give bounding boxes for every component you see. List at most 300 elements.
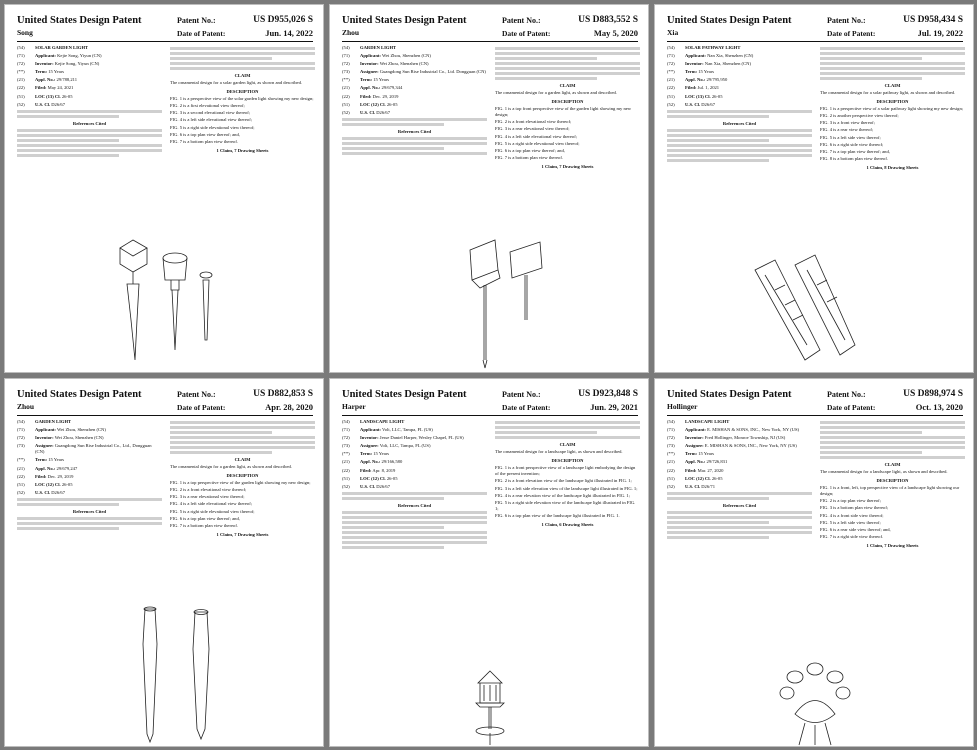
field-code: (72) (667, 61, 675, 67)
field-label: Filed: (685, 467, 697, 473)
field-value (35, 53, 162, 59)
references-heading: References Cited (397, 502, 432, 508)
biblio-field (17, 482, 162, 488)
patent-page (654, 378, 974, 747)
right-column (495, 419, 640, 528)
field-text: 15 Years (48, 457, 65, 463)
field-text: 15 Years (48, 69, 65, 75)
field-code: (22) (667, 85, 675, 91)
patent-number: US D955,026 S (253, 15, 313, 25)
patent-header (17, 389, 313, 416)
claims-sheets: 1 Claim, 7 Drawing Sheets (216, 531, 269, 537)
figure-description: FIG. 7 is a bottom plan view thereof. (495, 154, 564, 160)
product-title: SOLAR GARDEN LIGHT (35, 45, 89, 50)
description-heading: DESCRIPTION (226, 89, 259, 95)
biblio-field (342, 85, 487, 91)
references-heading: References Cited (397, 128, 432, 134)
field-value (35, 427, 162, 433)
figure-description: FIG. 5 is a right side elevational view thereof; (495, 140, 580, 146)
field-value (685, 53, 812, 59)
claim-heading: CLAIM (884, 461, 901, 467)
field-label: U.S. Cl. (35, 101, 51, 107)
field-text: D26/67 (51, 101, 65, 107)
field-label: Applicant: (685, 427, 706, 433)
claim-heading: CLAIM (234, 456, 251, 462)
figure-description: FIG. 6 is a top plan view thereof; and, (170, 515, 240, 521)
figure-description: FIG. 4 is a rear view thereof; (820, 127, 874, 133)
field-label: Filed: (35, 473, 47, 479)
patent-number: US D898,974 S (903, 389, 963, 399)
inventor-name: Song (17, 28, 33, 37)
field-value (685, 94, 812, 100)
patent-header (667, 15, 963, 42)
patent-type: United States Design Patent (667, 15, 792, 26)
field-code: (51) (17, 481, 25, 487)
biblio-field (342, 451, 487, 457)
figure-description: FIG. 4 is a rear elevation view of the landscape light illustrated in FIG. 1; (495, 492, 630, 498)
figure-description: FIG. 4 is a front side view thereof; (820, 512, 884, 518)
biblio-field (17, 77, 162, 83)
field-value (35, 457, 162, 463)
field-text: Jesse Daniel Harper, Wesley Chapel, FL (US) (379, 435, 464, 441)
claim-text: The ornamental design for a garden light, as shown and described. (495, 89, 617, 95)
field-value (360, 85, 487, 91)
field-code: (72) (342, 435, 350, 441)
biblio-field (17, 490, 162, 496)
field-text: 15 Years (373, 77, 390, 83)
field-label: Filed: (35, 85, 47, 91)
biblio-field (667, 61, 812, 67)
patent-number: US D882,853 S (253, 389, 313, 399)
description-list (495, 106, 640, 161)
field-label: Inventor: (35, 61, 54, 67)
biblio-field (17, 61, 162, 67)
figure-description: FIG. 2 is a top plan view thereof; (820, 498, 881, 504)
figure-description: FIG. 7 is a right side view thereof. (820, 533, 884, 539)
field-label: LOC (13) Cl. (685, 93, 711, 99)
product-title: SOLAR PATHWAY LIGHT (685, 45, 741, 50)
field-value (360, 94, 487, 100)
left-column: (54) LANDSCAPE LIGHT (71) Applicant: Volt, LLC, Tampa, FL (US) (72) Inventor: Jesse Daniel Harper, Wesley Chapel, FL (US) (73) Assignee: Volt, LLC, Tampa, FL (US) (**) Term: 15 Years (21) Appl. No.: 29/166,580 (22) Filed: Apr. 8, 2019 (51) LOC (12) Cl. 26-05 (52) U.S. Cl. D26/67 References Cited (342, 419, 487, 551)
left-column: (54) GARDEN LIGHT (71) Applicant: Wei Zhou, Shenzhen (CN) (72) Inventor: Wei Zhou, Shenzhen (CN) (73) Assignee: Guangdong Sun Rise Industrial Co., Ltd. Dongguan (CN) (**) Term: 15 Years (21) Appl. No.: 29/679,344 (22) Filed: Dec. 29, 2019 (51) LOC (12) Cl. 26-05 (52) U.S. Cl. D26/67 References Cited (342, 45, 487, 157)
inventor-name: Hollinger (667, 402, 698, 411)
biblio-field (667, 468, 812, 474)
figure-description: FIG. 1 is a perspective view of the solar garden light showing my new design; (170, 96, 314, 102)
claim-text: The ornamental design for a solar pathway light, as shown and described. (820, 89, 956, 95)
figure-description: FIG. 3 is a front view thereof; (820, 120, 875, 126)
patent-header (342, 389, 638, 416)
field-code: (72) (17, 435, 25, 441)
field-text: Wei Zhou, Shenzhen (CN) (379, 61, 429, 67)
field-label: Assignee: (360, 443, 379, 449)
field-value (35, 482, 162, 488)
field-value (35, 94, 162, 100)
field-label: Applicant: (685, 53, 706, 59)
description-list (820, 106, 965, 162)
claim-text: The ornamental design for a landscape light, as shown and described. (495, 449, 623, 455)
biblio-field (17, 435, 162, 441)
field-value (360, 451, 487, 457)
left-column: (54) GARDEN LIGHT (71) Applicant: Wei Zhou, Shenzhen (CN) (72) Inventor: Wei Zhou, Shenzhen (CN) (73) Assignee: Guangdong Sun Rise Industrial Co., Ltd., Dongguan (CN) (**) Term: 15 Years (21) Appl. No.: 29/679,247 (22) Filed: Dec. 29, 2019 (51) LOC (12) Cl. 26-05 (52) U.S. Cl. D26/67 References Cited (17, 419, 162, 532)
figure-description: FIG. 3 is a bottom plan view thereof; (820, 505, 889, 511)
figure-description: FIG. 8 is a bottom plan view thereof. (820, 155, 889, 161)
biblio-field (17, 427, 162, 433)
patent-type: United States Design Patent (17, 15, 142, 26)
biblio-field (667, 451, 812, 457)
field-text: Kejie Song, Yiyun (CN) (57, 53, 102, 59)
figure-description: FIG. 1 is a perspective view of a solar pathway light showing my new design; (820, 106, 964, 112)
field-text: Volt, LLC, Tampa, FL (US) (382, 427, 433, 433)
right-column (170, 45, 315, 154)
field-label: Appl. No.: (685, 459, 706, 465)
references-heading: References Cited (722, 502, 757, 508)
patent-page (4, 378, 324, 747)
field-label: Applicant: (360, 427, 381, 433)
field-label: Assignee: (35, 443, 54, 449)
field-value (685, 69, 812, 75)
field-value (360, 459, 487, 465)
field-text: 29/679,344 (381, 85, 403, 91)
field-value (685, 459, 812, 465)
field-value (685, 77, 812, 83)
field-value (360, 61, 487, 67)
figure-description: FIG. 5 is a right side elevational view thereof; (170, 124, 255, 130)
right-column (820, 45, 965, 171)
figure-description: FIG. 3 is a rear elevational view thereof; (495, 126, 570, 132)
field-value (35, 61, 162, 67)
field-value (685, 85, 812, 91)
figure-description: FIG. 4 is a left side elevational view thereof; (170, 501, 253, 507)
field-code: (72) (17, 61, 25, 67)
field-label: Term: (360, 451, 373, 457)
field-code: (52) (17, 101, 25, 107)
patent-type: United States Design Patent (667, 389, 792, 400)
field-value (685, 484, 812, 490)
biblio-fields (17, 427, 162, 496)
field-value (35, 466, 162, 472)
figure-description: FIG. 1 is a top perspective view of the garden light showing my new design; (170, 480, 311, 486)
field-text: Nan Xia, Shenzhen (CN) (704, 61, 751, 67)
right-column (820, 419, 965, 549)
description-list (820, 485, 965, 540)
inventor-name: Xia (667, 28, 679, 37)
field-text: May 24, 2021 (47, 85, 74, 91)
biblio-field (667, 69, 812, 75)
field-label: Applicant: (360, 53, 381, 59)
field-label: U.S. Cl. (685, 483, 701, 489)
field-text: 15 Years (698, 69, 715, 75)
right-column (170, 419, 315, 538)
field-text: Wei Zhou, Shenzhen (CN) (57, 427, 106, 433)
field-code: (52) (667, 483, 675, 489)
field-label: Filed: (685, 85, 697, 91)
field-value (360, 53, 487, 59)
biblio-field (667, 484, 812, 490)
field-code: (71) (667, 427, 675, 433)
biblio-field (342, 69, 487, 75)
field-label: U.S. Cl. (360, 483, 376, 489)
inventor-name: Zhou (17, 402, 35, 411)
figure-description: FIG. 1 is a front perspective view of a landscape light embodying the design of the present invention; (495, 465, 636, 477)
biblio-field (667, 53, 812, 59)
biblio-field (667, 85, 812, 91)
biblio-fields (342, 427, 487, 490)
field-code: (21) (667, 459, 675, 465)
field-value (360, 110, 487, 116)
claim-text: The ornamental design for a solar garden light, as shown and described. (170, 80, 303, 86)
figure-description: FIG. 6 is a top plan view of the landscape light illustrated in FIG. 1. (495, 512, 620, 518)
figure-description: FIG. 2 is a front elevational view thereof; (170, 487, 247, 493)
biblio-fields (667, 427, 812, 490)
field-value (360, 427, 487, 433)
field-text: 26-05 (386, 101, 398, 107)
field-value (685, 451, 812, 457)
field-code: (73) (17, 443, 25, 449)
field-value (35, 474, 162, 480)
field-code: (21) (667, 77, 675, 83)
field-label: Term: (360, 77, 373, 83)
field-label: Appl. No.: (685, 77, 706, 83)
figure-description: FIG. 3 is a left side elevation view of the landscape light illustrated in FIG. 1; (495, 485, 638, 491)
figure-description: FIG. 3 is a second elevational view thereof; (170, 110, 251, 116)
field-text: 26-05 (711, 93, 723, 99)
field-label: Assignee: (685, 443, 704, 449)
biblio-field (342, 110, 487, 116)
field-label: Inventor: (360, 61, 379, 67)
field-code: (22) (17, 473, 25, 479)
field-label: LOC (13) Cl. (35, 93, 61, 99)
right-column (495, 45, 640, 170)
field-code: (22) (667, 467, 675, 473)
field-label: Appl. No.: (360, 459, 381, 465)
biblio-fields (17, 53, 162, 108)
field-value (35, 77, 162, 83)
description-heading: DESCRIPTION (551, 99, 584, 105)
field-label: Inventor: (685, 435, 704, 441)
field-label: Filed: (360, 93, 372, 99)
figure-description: FIG. 6 is a right side view thereof; (820, 141, 884, 147)
biblio-field (667, 476, 812, 482)
biblio-field (342, 484, 487, 490)
biblio-field (667, 427, 812, 433)
field-text: 29/166,580 (381, 459, 403, 465)
field-code: (52) (342, 483, 350, 489)
date-label: Date of Patent: (502, 403, 551, 412)
patent-page (4, 4, 324, 373)
field-code: (22) (342, 93, 350, 99)
field-text: 26-05 (61, 93, 73, 99)
field-code: (**) (667, 451, 675, 457)
figure-description: FIG. 2 is a front elevational view thereof; (495, 119, 572, 125)
field-label: LOC (12) Cl. (360, 101, 386, 107)
claim-heading: CLAIM (234, 72, 251, 78)
design-drawing (765, 659, 865, 747)
field-label: Appl. No.: (35, 465, 56, 471)
claims-sheets: 1 Claim, 6 Drawing Sheets (541, 521, 594, 527)
field-code: (21) (17, 77, 25, 83)
biblio-field (17, 85, 162, 91)
design-drawing (450, 230, 560, 370)
field-text: Guangdong Sun Rise Industrial Co., Ltd., Dongguan (CN) (35, 443, 152, 455)
patent-date: Apr. 28, 2020 (265, 402, 313, 412)
biblio-fields (667, 53, 812, 108)
field-code: (51) (342, 475, 350, 481)
field-text: Jul. 1, 2021 (697, 85, 720, 91)
biblio-field (342, 476, 487, 482)
claim-heading: CLAIM (559, 82, 576, 88)
patent-page (329, 378, 649, 747)
field-label: Inventor: (360, 435, 379, 441)
biblio-field (17, 94, 162, 100)
field-code: (21) (342, 85, 350, 91)
field-text: E. MISHAN & SONS, INC., New York, NY (US) (707, 427, 800, 433)
biblio-field (667, 459, 812, 465)
field-code: (51) (667, 93, 675, 99)
patent-no-label: Patent No.: (502, 16, 541, 25)
biblio-field (342, 427, 487, 433)
field-code: (**) (342, 77, 350, 83)
patent-page (329, 4, 649, 373)
field-label: Applicant: (35, 53, 56, 59)
field-value (35, 85, 162, 91)
figure-description: FIG. 2 is another perspective view thereof; (820, 113, 899, 119)
biblio-field (667, 77, 812, 83)
figure-description: FIG. 7 is a bottom plan view thereof. (170, 138, 239, 144)
figure-description: FIG. 5 is a right side elevational view thereof; (170, 508, 255, 514)
field-value (685, 427, 812, 433)
field-value (35, 102, 162, 108)
field-code: (73) (342, 443, 350, 449)
field-text: Dec. 29, 2019 (372, 93, 399, 99)
figure-description: FIG. 5 is a left side view thereof; (820, 519, 881, 525)
patent-header (342, 15, 638, 42)
field-code: (**) (342, 451, 350, 457)
figure-description: FIG. 2 is a first elevational view thereof; (170, 103, 245, 109)
patent-date: Jul. 19, 2022 (917, 28, 963, 38)
figure-description: FIG. 2 is a front elevation view of the landscape light illustrated in FIG. 1; (495, 478, 632, 484)
field-text: Apr. 8, 2019 (372, 467, 396, 473)
patent-header (667, 389, 963, 416)
field-text: 29/795,950 (706, 77, 728, 83)
field-label: U.S. Cl. (685, 101, 701, 107)
claim-heading: CLAIM (559, 441, 576, 447)
field-text: 15 Years (698, 451, 715, 457)
biblio-fields (342, 53, 487, 116)
patent-type: United States Design Patent (342, 15, 467, 26)
date-label: Date of Patent: (502, 29, 551, 38)
biblio-field (667, 102, 812, 108)
patent-no-label: Patent No.: (177, 16, 216, 25)
product-title: LANDSCAPE LIGHT (685, 419, 730, 424)
figure-description: FIG. 3 is a rear elevational view thereof; (170, 494, 245, 500)
biblio-field (17, 466, 162, 472)
patent-date: Jun. 14, 2022 (265, 28, 313, 38)
field-code: (72) (342, 61, 350, 67)
field-text: 15 Years (373, 451, 390, 457)
biblio-field (342, 443, 487, 449)
field-text: Mar. 27, 2020 (697, 467, 724, 473)
inventor-name: Zhou (342, 28, 360, 37)
patent-number: US D883,552 S (578, 15, 638, 25)
patent-no-label: Patent No.: (827, 390, 866, 399)
field-value (35, 435, 162, 441)
field-text: Dec. 29, 2019 (47, 473, 74, 479)
field-label: Appl. No.: (360, 85, 381, 91)
field-label: LOC (12) Cl. (360, 475, 386, 481)
description-heading: DESCRIPTION (876, 478, 909, 484)
field-code: (72) (667, 435, 675, 441)
biblio-field (342, 435, 487, 441)
field-code: (52) (342, 109, 350, 115)
description-heading: DESCRIPTION (876, 99, 909, 105)
field-label: U.S. Cl. (360, 109, 376, 115)
claim-text: The ornamental design for a landscape light, as shown and described. (820, 468, 948, 474)
description-heading: DESCRIPTION (226, 473, 259, 479)
field-text: D26/67 (376, 483, 390, 489)
references-heading: References Cited (72, 508, 107, 514)
field-value (35, 443, 162, 455)
field-value (685, 468, 812, 474)
design-drawing (115, 604, 245, 744)
field-value (685, 443, 812, 449)
field-code: (51) (17, 93, 25, 99)
inventor-name: Harper (342, 402, 366, 411)
date-label: Date of Patent: (177, 29, 226, 38)
field-text: D26/67 (701, 101, 715, 107)
field-label: Term: (685, 451, 698, 457)
figure-description: FIG. 4 is a left side elevational view thereof; (495, 133, 578, 139)
figure-description: FIG. 6 is a rear side view thereof; and, (820, 526, 891, 532)
field-value (685, 61, 812, 67)
field-label: LOC (12) Cl. (685, 475, 711, 481)
biblio-field (17, 443, 162, 455)
biblio-field (342, 459, 487, 465)
field-code: (51) (342, 101, 350, 107)
figure-description: FIG. 1 is a top front perspective view of the garden light showing my new design; (495, 106, 632, 118)
design-drawing (105, 220, 225, 370)
field-label: Filed: (360, 467, 372, 473)
product-title: GARDEN LIGHT (360, 45, 397, 50)
patent-date: Oct. 13, 2020 (915, 402, 963, 412)
biblio-field (342, 77, 487, 83)
figure-description: FIG. 7 is a top plan view thereof; and, (820, 148, 890, 154)
field-text: Nan Xia, Shenzhen (CN) (707, 53, 754, 59)
field-value (360, 77, 487, 83)
field-label: Term: (685, 69, 698, 75)
field-text: Fred Hollinger, Monroe Township, NJ (US) (704, 435, 786, 441)
field-value (360, 468, 487, 474)
patent-no-label: Patent No.: (502, 390, 541, 399)
field-label: Assignee: (360, 69, 379, 75)
field-code: (**) (17, 69, 25, 75)
field-code: (71) (667, 53, 675, 59)
biblio-field (17, 102, 162, 108)
biblio-field (17, 53, 162, 59)
field-text: 29/788,211 (56, 77, 78, 83)
field-label: Term: (35, 69, 48, 75)
field-value (360, 102, 487, 108)
field-code: (**) (667, 69, 675, 75)
field-text: Kejie Song, Yiyun (CN) (54, 61, 100, 67)
field-label: Applicant: (35, 427, 56, 433)
field-value (360, 476, 487, 482)
date-label: Date of Patent: (177, 403, 226, 412)
field-label: LOC (12) Cl. (35, 481, 61, 487)
biblio-field (342, 53, 487, 59)
patent-no-label: Patent No.: (827, 16, 866, 25)
biblio-field (667, 435, 812, 441)
figure-description: FIG. 7 is a bottom plan view thereof. (170, 522, 239, 528)
